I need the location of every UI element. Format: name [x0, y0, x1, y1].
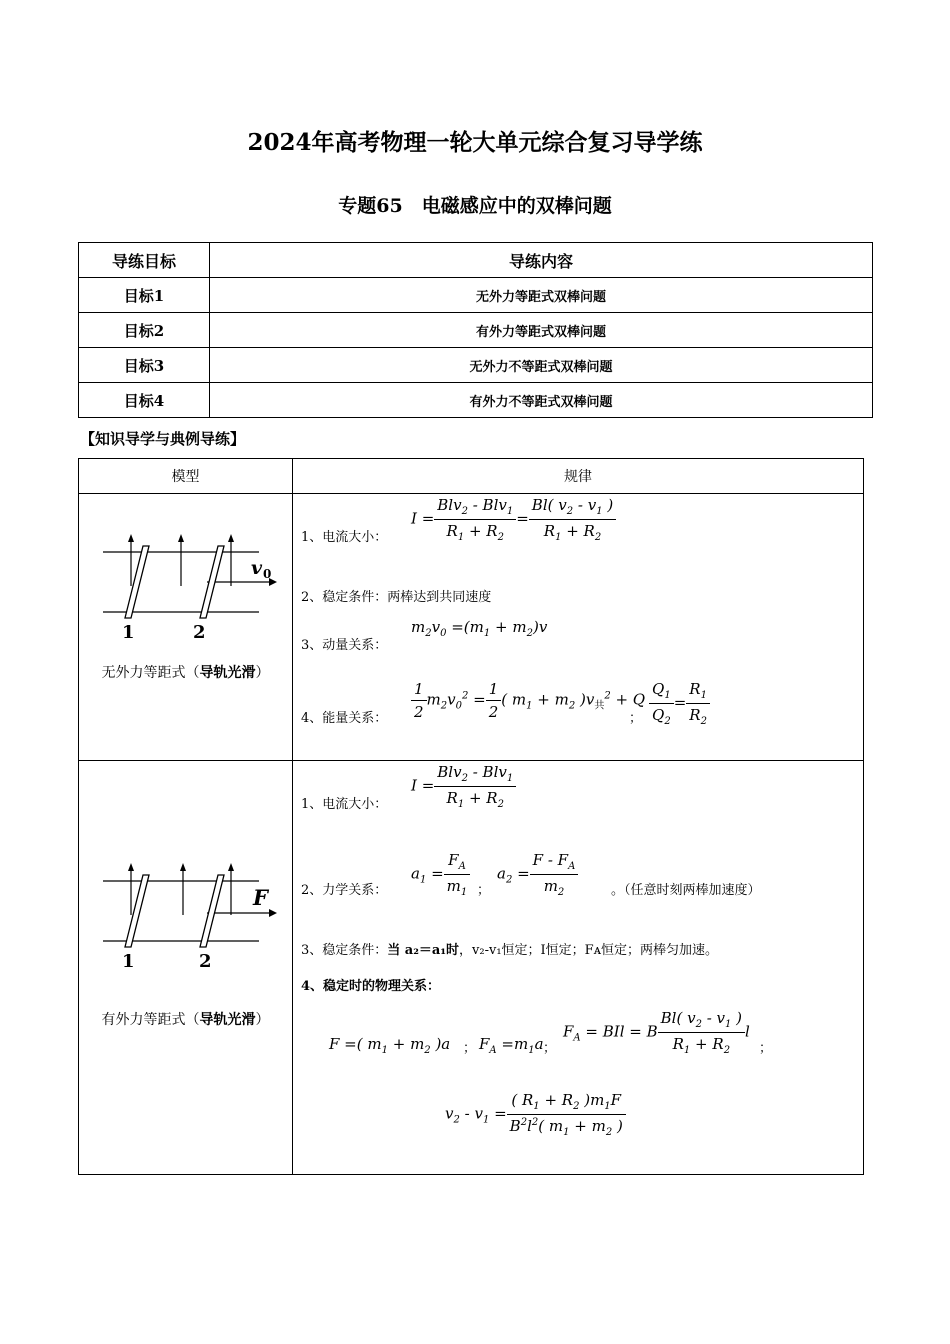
equation-current-2: I = $\frac{Blv_2 - Blv_1}{R_1 + R_2}$: [411, 763, 516, 810]
law-stable-relations: 4、稳定时的物理关系：: [301, 979, 441, 994]
rod-label-2: 2: [193, 622, 206, 643]
content-cell: 无外力等距式双棒问题: [210, 278, 873, 313]
equation-current-1: I = $\frac{Blv_2 - Blv_1}{R_1 + R_2}$ = $\frac{Bl( v_2 - v_1 )}{R_1 + R_2}$: [411, 496, 616, 543]
semicolon: ；: [543, 1041, 557, 1056]
model-header: 模型: [79, 459, 293, 494]
content-cell: 无外力不等距式双棒问题: [210, 348, 873, 383]
law-stable: 2、稳定条件：两棒达到共同速度: [301, 590, 492, 605]
semicolon: ；: [629, 711, 643, 726]
force-label: F: [253, 885, 268, 910]
table-row: [79, 313, 873, 348]
law-momentum: 3、动量关系：: [301, 638, 388, 653]
equation-energy: $\frac{1}{2}$ $m_2v_0^2$ = $\frac{1}{2}$ ( $m_1 + m_2$ )$v_共^2 + Q$: [411, 680, 645, 721]
goals-header-content: 导练内容: [210, 243, 873, 278]
section-heading: 【知识导学与典例导练】: [80, 430, 246, 448]
goals-header-goal: 导练目标: [79, 243, 210, 278]
semicolon: ；: [463, 1041, 477, 1056]
velocity-label: v: [251, 557, 263, 579]
goal-cell: 目标1: [79, 278, 210, 313]
goals-header-row: [79, 243, 873, 278]
equation-fa-mass: $F_A =m_1a$: [479, 1035, 544, 1056]
model-caption-2: 有外力等距式（导轨光滑）: [101, 1012, 270, 1028]
table-row: [79, 348, 873, 383]
model-cell-1: [79, 494, 293, 761]
law-current: 1、电流大小：: [301, 797, 388, 812]
law-stable-2: 3、稳定条件：当 a₂＝a₁时，v₂-v₁恒定；I恒定；Fᴀ恒定；两棒匀加速。: [301, 943, 719, 958]
law-energy: 4、能量关系：: [301, 711, 388, 726]
model-row-2: [79, 761, 864, 1175]
page-subtitle: 专题65 电磁感应中的双棒问题: [338, 195, 612, 217]
law-current: 1、电流大小：: [301, 530, 388, 545]
content-cell: 有外力等距式双棒问题: [210, 313, 873, 348]
semicolon: ；: [759, 1041, 773, 1056]
law-cell-2: [293, 761, 864, 1175]
semicolon: ；: [477, 883, 491, 898]
table-row: [79, 278, 873, 313]
law-force: 2、力学关系：: [301, 883, 388, 898]
model-cell-2: [79, 761, 293, 1175]
goal-cell: 目标2: [79, 313, 210, 348]
model-row-1: [79, 494, 864, 761]
model-header-row: [79, 459, 864, 494]
rod-label-2: 2: [199, 951, 212, 972]
equation-accel-2: $a_2$ = $\frac{F - F_A}{m_2}$: [497, 851, 578, 898]
equation-newton: F =( $m_1 + m_2$ )a: [329, 1035, 451, 1056]
law-cell-1: [293, 494, 864, 761]
page-title: 2024年高考物理一轮大单元综合复习导学练: [247, 129, 703, 156]
double-rod-diagram-1: [79, 494, 292, 654]
model-caption-1: 无外力等距式（导轨光滑）: [101, 665, 270, 681]
double-rod-diagram-2: [79, 853, 292, 983]
equation-fa-bil: $F_A$ = BIl = B $\frac{Bl( v_2 - v_1 )}{R_1 + R_2}$ l: [563, 1009, 750, 1056]
goal-cell: 目标4: [79, 383, 210, 418]
content-cell: 有外力不等距式双棒问题: [210, 383, 873, 418]
equation-momentum: $m_2v_0 =(m_1 + m_2)v$: [411, 618, 548, 639]
equation-velocity-diff: $v_2 - v_1$ = $\frac{( R_1 + R_2 )m_1F}{B^2l^2( m_1 + m_2 )}$: [445, 1091, 626, 1138]
table-row: [79, 383, 873, 418]
goals-table: [78, 242, 873, 418]
goal-cell: 目标3: [79, 348, 210, 383]
rod-label-1: 1: [122, 622, 135, 643]
velocity-subscript: 0: [263, 567, 272, 581]
law-force-note: 。（任意时刻两棒加速度）: [611, 883, 761, 898]
model-table: [78, 458, 864, 1175]
law-header: 规律: [293, 459, 864, 494]
rod-label-1: 1: [122, 951, 135, 972]
equation-heat-ratio: $\frac{Q_1}{Q_2}$ = $\frac{R_1}{R_2}$: [649, 680, 710, 727]
equation-accel-1: $a_1$ = $\frac{F_A}{m_1}$: [411, 851, 470, 898]
